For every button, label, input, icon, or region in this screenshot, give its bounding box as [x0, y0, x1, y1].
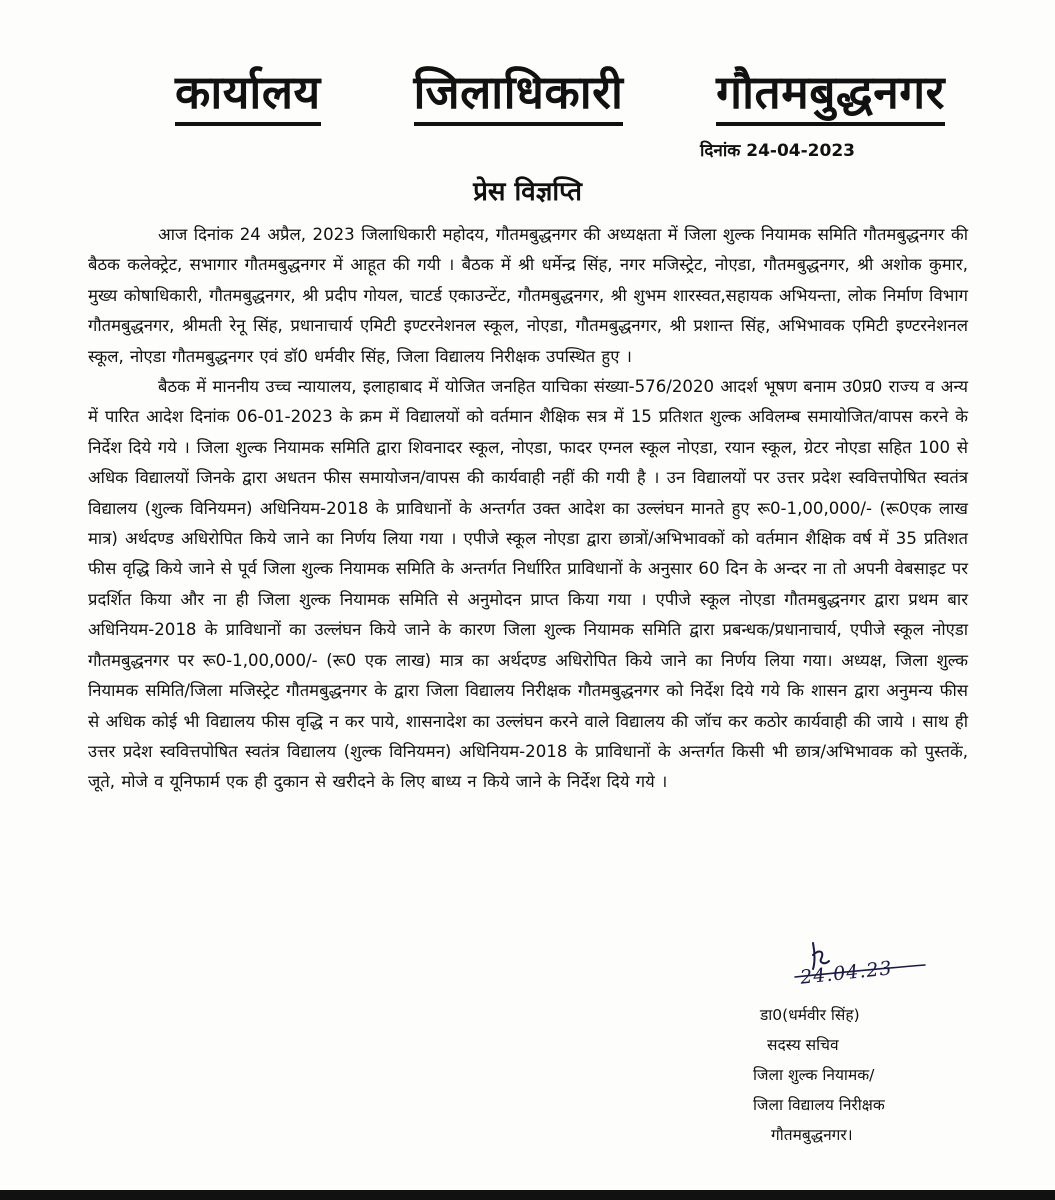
header-word-district-magistrate: जिलाधिकारी — [414, 62, 624, 126]
signatory-org-line1: जिला शुल्क नियामक/ — [753, 1066, 875, 1084]
paragraph-meeting-attendees: आज दिनांक 24 अप्रैल, 2023 जिलाधिकारी महोदय, गौतमबुद्धनगर की अध्यक्षता में जिला शुल्क नियामक समिति गौतमबुद्धनगर की बैठक कलेक्ट्रेट, सभागार गौतमबुद्धनगर में आहूत की गयी । बैठक में श्री धर्मेन्द्र सिंह, नगर मजिस्ट्रेट, नोएडा, गौतमबुद्धनगर, श्री अशोक कुमार, मुख्य कोषाधिकारी, गौतमबुद्धनगर, श्री प्रदीप गोयल, चाटर्ड एकाउन्टेंट, गौतमबुद्धनगर, श्री शुभम शारस्वत,सहायक अभियन्ता, लोक निर्माण विभाग गौतमबुद्धनगर, श्रीमती रेनू सिंह, प्रधानाचार्य एमिटी इण्टरनेशनल स्कूल, नोएडा, गौतमबुद्धनगर, श्री प्रशान्त सिंह, अभिभावक एमिटी इण्टरनेशनल स्कूल, नोएडा गौतमबुद्धनगर एवं डॉ0 धर्मवीर सिंह, जिला विद्यालय निरीक्षक उपस्थित हुए । — [88, 225, 968, 366]
release-body — [88, 220, 968, 798]
release-date: दिनांक 24-04-2023 — [700, 141, 855, 161]
bottom-border — [0, 1190, 1055, 1200]
press-release-heading: प्रेस विज्ञप्ति — [473, 177, 582, 207]
signatory-org-line2: जिला विद्यालय निरीक्षक — [753, 1096, 885, 1114]
signatory-name: डा0(धर्मवीर सिंह) — [760, 1006, 860, 1024]
signatory-place: गौतमबुद्धनगर। — [771, 1126, 853, 1144]
header-word-district: गौतमबुद्धनगर — [716, 62, 945, 126]
handwritten-date: 24.04.23 — [799, 957, 894, 989]
signatory-role: सदस्य सचिव — [767, 1036, 839, 1054]
paragraph-decisions: बैठक में माननीय उच्च न्यायालय, इलाहाबाद में योजित जनहित याचिका संख्या-576/2020 आदर्श भूषण बनाम उ0प्र0 राज्य व अन्य में पारित आदेश दिनांक 06-01-2023 के क्रम में विद्यालयों को वर्तमान शैक्षिक सत्र में 15 प्रतिशत शुल्क अविलम्ब समायोजित/वापस करने के निर्देश दिये गये । जिला शुल्क नियामक समिति द्वारा शिवनादर स्कूल, नोएडा, फादर एग्नल स्कूल नोएडा, रयान स्कूल, ग्रेटर नोएडा सहित 100 से अधिक विद्यालयों जिनके द्वारा अधतन फीस समायोजन/वापस की कार्यवाही नहीं की गयी है । उन विद्यालयों पर उत्तर प्रदेश स्ववित्तपोषित स्वतंत्र विद्यालय (शुल्क विनियमन) अधिनियम-2018 के प्राविधानों के अन्तर्गत उक्त आदेश का उल्लंघन मानते हुए रू0-1,00,000/- (रू0एक लाख मात्र) अर्थदण्ड अधिरोपित किये जाने का निर्णय लिया गया । एपीजे स्कूल नोएडा द्वारा छात्रों/अभिभावकों को वर्तमान शैक्षिक वर्ष में 35 प्रतिशत फीस वृद्धि किये जाने से पूर्व जिला शुल्क नियामक समिति के अन्तर्गत निर्धारित प्राविधानों के अनुसार 60 दिन के अन्दर ना तो अपनी वेबसाइट पर प्रदर्शित किया और ना ही जिला शुल्क नियामक समिति से अनुमोदन प्राप्त किया गया । एपीजे स्कूल नोएडा गौतमबुद्धनगर द्वारा प्रथम बार अधिनियम-2018 के प्राविधानों का उल्लंघन किये जाने के कारण जिला शुल्क नियामक समिति द्वारा प्रबन्धक/प्रधानाचार्य, एपीजे स्कूल नोएडा गौतमबुद्धनगर पर रू0-1,00,000/- (रू0 एक लाख) मात्र का अर्थदण्ड अधिरोपित किये जाने का निर्णय लिया गया। अध्यक्ष, जिला शुल्क नियामक समिति/जिला मजिस्ट्रेट गौतमबुद्धनगर के द्वारा जिला विद्यालय निरीक्षक गौतमबुद्धनगर को निर्देश दिये गये कि शासन द्वारा अनुमन्य फीस से अधिक कोई भी विद्यालय फीस वृद्धि न कर पाये, शासनादेश का उल्लंघन करने वाले विद्यालय की जॉच कर कठोर कार्यवाही की जाये । साथ ही उत्तर प्रदेश स्ववित्तपोषित स्वतंत्र विद्यालय (शुल्क विनियमन) अधिनियम-2018 के प्राविधानों के अन्तर्गत किसी भी छात्र/अभिभावक को पुस्तकें, जूते, मोजे व यूनिफार्म एक ही दुकान से खरीदने के लिए बाध्य न किये जाने के निर्देश दिये गये । — [88, 377, 968, 792]
office-header — [175, 62, 945, 126]
header-word-office: कार्यालय — [175, 62, 321, 126]
signatory-block — [740, 1000, 940, 1150]
